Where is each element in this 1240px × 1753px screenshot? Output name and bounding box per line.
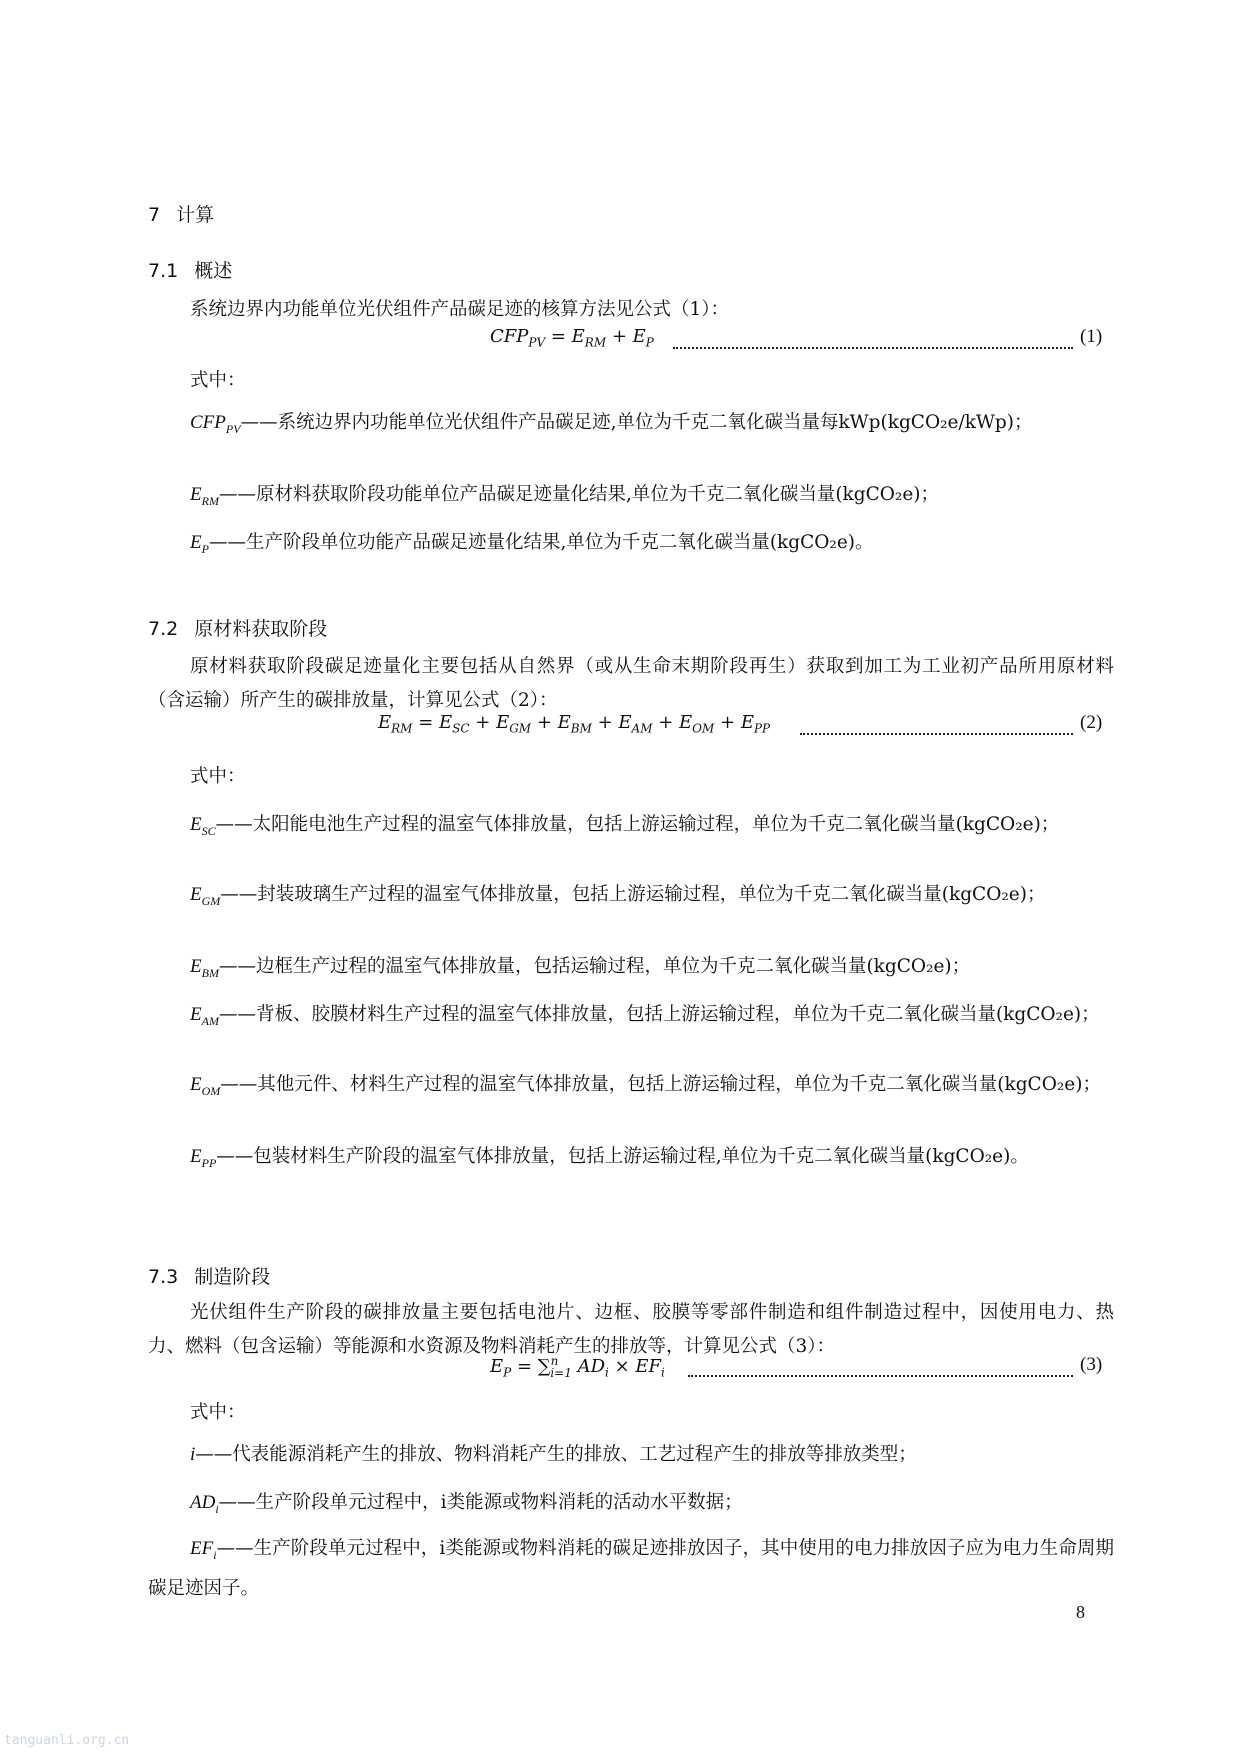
section-number: 7 [148, 204, 161, 226]
equation-number-2: (2) [1080, 712, 1103, 733]
equation-3: $E_P = \sum^n_{i=1}$ $AD_i \times EF_i$ [490, 1354, 665, 1380]
definition-e-pp [148, 1140, 1114, 1180]
definition-text: ——系统边界内功能单位光伏组件产品碳足迹,单位为千克二氧化碳当量每kWp(kgCO₂e/kWp)； [240, 412, 1033, 433]
definition-text: ——生产阶段单元过程中，i类能源或物料消耗的碳足迹排放因子，其中使用的电力排放因子应为电力生命周期碳足迹因子。 [148, 1538, 1114, 1599]
s72-intro: 原材料获取阶段碳足迹量化主要包括从自然界（或从生命末期阶段再生）获取到加工为工业初产品所用原材料（含运输）所产生的碳排放量，计算见公式（2）： [148, 656, 1114, 711]
section-heading-7 [148, 200, 214, 227]
definition-text: ——代表能源消耗产生的排放、物料消耗产生的排放、工艺过程产生的排放等排放类型； [195, 1444, 917, 1465]
definition-ef-i [148, 1532, 1114, 1606]
definition-text: ——生产阶段单元过程中，i类能源或物料消耗的活动水平数据； [218, 1492, 743, 1513]
symbol: $E_{PP}$ [190, 1146, 217, 1170]
section-title: 原材料获取阶段 [194, 618, 328, 640]
definition-text: ——封装玻璃生产过程的温室气体排放量，包括上游运输过程，单位为千克二氧化碳当量(kgCO₂e)； [220, 884, 1046, 905]
symbol: $E_{SC}$ [190, 814, 216, 838]
section-number: 7.2 [148, 618, 179, 640]
symbol: $E_{BM}$ [190, 956, 219, 980]
equation-number-3: (3) [1080, 1354, 1103, 1375]
definition-text: ——包装材料生产阶段的温室气体排放量，包括上游运输过程,单位为千克二氧化碳当量(kgCO₂e)。 [216, 1146, 1029, 1167]
section-title: 计算 [176, 204, 215, 226]
definition-ad-i [148, 1486, 1114, 1526]
symbol: $E_{OM}$ [190, 1074, 221, 1098]
dot-leader [688, 1375, 1073, 1377]
equation-1: $CFP_{PV} = E_{RM} + E_P$ [490, 326, 654, 350]
definition-text: ——太阳能电池生产过程的温室气体排放量，包括上游运输过程，单位为千克二氧化碳当量(kgCO₂e)； [215, 814, 1060, 835]
definition-text: ——生产阶段单位功能产品碳足迹量化结果,单位为千克二氧化碳当量(kgCO₂e)。 [208, 532, 874, 553]
section-heading-7-1 [148, 256, 232, 283]
symbol: $E_{GM}$ [190, 884, 221, 908]
dot-leader [673, 347, 1073, 349]
definition-cfp-pv [148, 406, 1114, 446]
definition-text: ——其他元件、材料生产过程的温室气体排放量，包括上游运输过程，单位为千克二氧化碳当量(kgCO₂e)； [220, 1074, 1101, 1095]
symbol: i [190, 1444, 196, 1465]
section-number: 7.1 [148, 260, 179, 282]
equation-number-1: (1) [1080, 326, 1103, 347]
section-title: 概述 [194, 260, 233, 282]
definition-e-am [148, 998, 1114, 1038]
symbol: $E_P$ [190, 532, 209, 556]
definition-e-bm [148, 950, 1114, 990]
definition-i [148, 1438, 1114, 1478]
definition-text: ——背板、胶膜材料生产过程的温室气体排放量，包括上游运输过程，单位为千克二氧化碳当量(kgCO₂e)； [218, 1004, 1100, 1025]
symbol: $EF_i$ [190, 1538, 217, 1562]
section-heading-7-3 [148, 1262, 270, 1289]
s71-intro: 系统边界内功能单位光伏组件产品碳足迹的核算方法见公式（1）： [190, 299, 730, 320]
definition-e-om [148, 1068, 1114, 1108]
section-title: 制造阶段 [194, 1266, 271, 1288]
symbol: $CFP_{PV}$ [190, 412, 241, 436]
s71-where: 式中： [190, 370, 246, 391]
s72-where: 式中： [190, 766, 246, 787]
equation-2: $E_{RM} = E_{SC} + E_{GM} + E_{BM} + E_{AM} + E_{OM} + E_{PP}$ [378, 712, 771, 736]
watermark-text: tanguanli.org.cn [4, 1733, 130, 1748]
definition-e-p [148, 526, 1114, 566]
definition-e-sc [148, 808, 1114, 848]
section-number: 7.3 [148, 1266, 179, 1288]
symbol: $AD_i$ [190, 1492, 219, 1516]
page-number: 8 [1076, 1602, 1085, 1622]
symbol: $E_{AM}$ [190, 1004, 219, 1028]
section-heading-7-2 [148, 614, 327, 641]
definition-e-rm [148, 478, 1114, 518]
s73-where: 式中： [190, 1402, 246, 1423]
definition-e-gm [148, 878, 1114, 918]
symbol: $E_{RM}$ [190, 484, 219, 508]
dot-leader [800, 733, 1073, 735]
definition-text: ——原材料获取阶段功能单位产品碳足迹量化结果,单位为千克二氧化碳当量(kgCO₂e)； [218, 484, 939, 505]
definition-text: ——边框生产过程的温室气体排放量，包括运输过程，单位为千克二氧化碳当量(kgCO₂e)； [218, 956, 971, 977]
s73-intro: 光伏组件生产阶段的碳排放量主要包括电池片、边框、胶膜等零部件制造和组件制造过程中，因使用电力、热力、燃料（包含运输）等能源和水资源及物料消耗产生的排放等，计算见公式（3）： [148, 1302, 1114, 1357]
